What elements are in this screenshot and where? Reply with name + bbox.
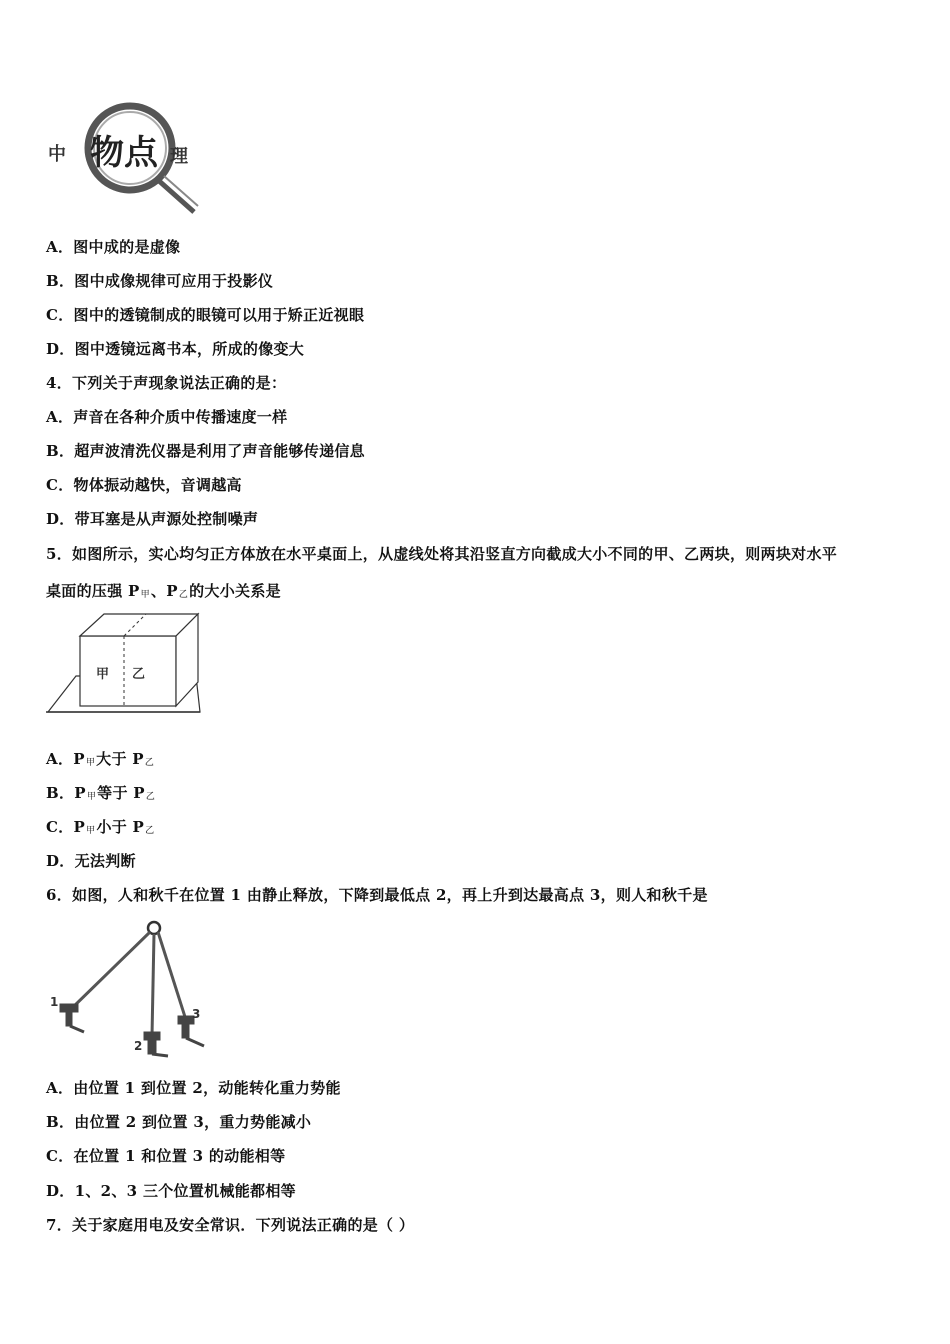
q6-stem: 6．如图，人和秋千在位置 1 由静止释放，下降到最低点 2，再上升到达最高点 3，则人和秋千是 [46, 886, 708, 904]
q4-stem: 4．下列关于声现象说法正确的是： [46, 374, 287, 392]
cube-figure [46, 612, 206, 718]
swing-label-3: 3 [192, 1007, 201, 1021]
q5-option-a-rel: 大于 P [96, 750, 144, 768]
q5-option-b-rel: 等于 P [97, 784, 145, 802]
q5-option-c [46, 816, 155, 837]
q3-option-d: D．图中透镜远离书本，所成的像变大 [46, 340, 305, 358]
magnifier-figure [46, 100, 206, 218]
q5-option-a-sub-jia: 甲 [85, 758, 96, 768]
q5-option-b-letter: B．P [46, 784, 86, 802]
q5-sub-yi: 乙 [178, 590, 189, 600]
cube-label-jia: 甲 [96, 667, 110, 682]
q4-option-b: B．超声波清洗仪器是利用了声音能够传递信息 [46, 442, 365, 460]
q5-option-c-sub-jia: 甲 [86, 826, 96, 836]
q3-option-c: C．图中的透镜制成的眼镜可以用于矫正近视眼 [46, 306, 365, 324]
q3-option-a: A．图中成的是虚像 [46, 238, 181, 256]
magnifier-label-right: 理 [170, 146, 188, 167]
q5-stem-suffix: 的大小关系是 [189, 582, 281, 600]
q5-option-a [46, 748, 155, 769]
q6-option-d: D．1、2、3 三个位置机械能都相等 [46, 1182, 296, 1200]
q6-option-a: A．由位置 1 到位置 2，动能转化重力势能 [46, 1079, 341, 1097]
q5-option-d: D．无法判断 [46, 852, 136, 870]
q5-stem-sep: 、P [150, 582, 178, 600]
q5-option-a-sub-yi: 乙 [144, 758, 155, 768]
q6-option-c: C．在位置 1 和位置 3 的动能相等 [46, 1147, 286, 1165]
q5-option-a-letter: A．P [46, 750, 85, 768]
q5-option-b-sub-yi: 乙 [145, 792, 156, 802]
q5-option-b-sub-jia: 甲 [86, 792, 97, 802]
q5-stem-prefix: 桌面的压强 P [46, 582, 140, 600]
q5-sub-jia: 甲 [140, 590, 150, 600]
q5-option-c-sub-yi: 乙 [145, 826, 155, 836]
q4-option-a: A．声音在各种介质中传播速度一样 [46, 408, 288, 426]
q4-option-d: D．带耳塞是从声源处控制噪声 [46, 510, 259, 528]
swing-label-2: 2 [134, 1039, 143, 1053]
q3-option-b: B．图中成像规律可应用于投影仪 [46, 272, 274, 290]
magnifier-label-magnified: 物点 [90, 133, 158, 173]
swing-figure [46, 914, 216, 1064]
q4-option-c: C．物体振动越快，音调越高 [46, 476, 242, 494]
swing-label-1: 1 [50, 995, 59, 1009]
q5-stem-line1: 5．如图所示，实心均匀正方体放在水平桌面上，从虚线处将其沿竖直方向截成大小不同的甲、乙两块，则两块对水平 [46, 545, 838, 563]
q5-option-b [46, 782, 156, 803]
q5-option-c-letter: C．P [46, 818, 86, 836]
q6-option-b: B．由位置 2 到位置 3，重力势能减小 [46, 1113, 312, 1131]
magnifier-label-left: 中 [48, 144, 66, 165]
q5-stem-line2 [46, 580, 281, 601]
q7-stem: 7．关于家庭用电及安全常识．下列说法正确的是（ ） [46, 1216, 415, 1234]
q5-option-c-rel: 小于 P [96, 818, 145, 836]
cube-label-yi: 乙 [132, 667, 146, 682]
